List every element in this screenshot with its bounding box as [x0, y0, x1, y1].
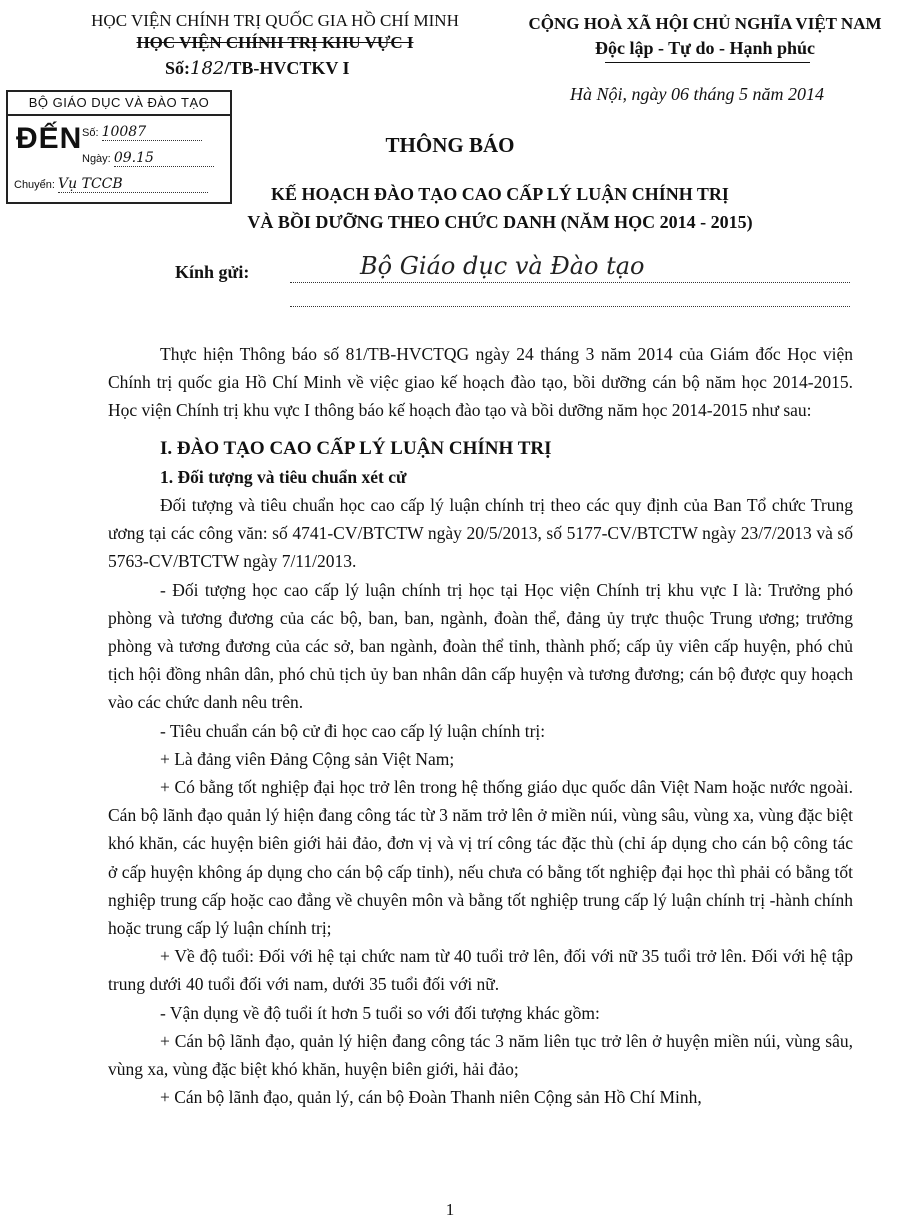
body-paragraph: + Là đảng viên Đảng Cộng sản Việt Nam;: [160, 748, 455, 769]
motto-underline: [605, 62, 810, 63]
stamp-so-row: Số: 10087: [82, 124, 202, 141]
page-number: 1: [445, 1200, 455, 1219]
stamp-chuyen-value: Vụ TCCB: [58, 176, 123, 192]
recipient-label: Kính gửi:: [175, 262, 250, 282]
subtitle-line-2: VÀ BỒI DƯỠNG THEO CHỨC DANH (NĂM HỌC 2014 - 2015): [247, 212, 753, 232]
stamp-so-value: 10087: [101, 124, 147, 140]
stamp-ngay-row: Ngày: 09.15: [82, 150, 214, 167]
issuer-block: [40, 10, 510, 54]
body-paragraph: Đối tượng và tiêu chuẩn học cao cấp lý luận chính trị theo các quy định của Ban Tổ chức Trung ương tại các công văn: số 4741-CV/BTCTW ngày 20/5/2013, số 5177-CV/BTCTW ngày 23/7/2013 và số 5763-CV/BTCTW ngày 7/11/2013.: [108, 495, 853, 572]
stamp-org: BỘ GIÁO DỤC VÀ ĐÀO TẠO: [8, 92, 230, 116]
body-paragraph: + Có bằng tốt nghiệp đại học trở lên trong hệ thống giáo dục quốc dân Việt Nam hoặc nước ngoài. Cán bộ lãnh đạo quản lý hiện đang công tác từ 3 năm trở lên ở miền núi, vùng sâu, vùng xa, vùng đặc biệt khó khăn, các huyện biên giới hải đảo, đơn vị và vị trí công tác đặc thù (chỉ áp dụng cho cán bộ công tác ở cấp huyện không áp dụng cho cán bộ cấp tỉnh), nếu chưa có bằng tốt nghiệp đại học thì phải có bằng tốt nghiệp trung cấp hoặc cao đẳng về chuyên môn và bằng tốt nghiệp trung cấp lý luận chính trị -hành chính hoặc trung cấp lý luận chính trị;: [108, 777, 853, 939]
body-paragraph: + Cán bộ lãnh đạo, quản lý hiện đang công tác 3 năm liên tục trở lên ở huyện miền núi, vùng sâu, vùng xa, vùng đặc biệt khó khăn, huyện biên giới, hải đảo;: [108, 1030, 853, 1080]
document-number: Số:182/TB-HVCTKV I: [165, 58, 350, 79]
body-paragraph: - Đối tượng học cao cấp lý luận chính trị học tại Học viện Chính trị khu vực I là: Trưởng phó phòng và tương đương của các bộ, ban, ban, ngành, đoàn thể, đảng ủy trực thuộc Trung ương; trưởng phòng và tương đương của các sở, ban ngành, đoàn thể tỉnh, thành phố; cấp ủy viên cấp huyện, phó chủ tịch hội đồng nhân dân, phó chủ tịch ủy ban nhân dân cấp huyện và tương đương; cán bộ được quy hoạch vào các chức danh nêu trên.: [108, 579, 853, 713]
date-line: Hà Nội, ngày 06 tháng 5 năm 2014: [570, 84, 824, 104]
document-subtitle: [200, 180, 800, 236]
subsection-heading: 1. Đối tượng và tiêu chuẩn xét cử: [160, 466, 407, 487]
recipient-dotted-line-2: [290, 306, 850, 307]
national-title-block: [510, 12, 900, 60]
stamp-ngay-value: 09.15: [113, 150, 154, 166]
body-paragraph: Thực hiện Thông báo số 81/TB-HVCTQG ngày 24 tháng 3 năm 2014 của Giám đốc Học viện Chính trị quốc gia Hồ Chí Minh về việc giao kế hoạch đào tạo, bồi dưỡng cán bộ năm học 2014-2015. Học viện Chính trị khu vực I thông báo kế hoạch đào tạo và bồi dưỡng năm học 2014-2015 như sau:: [108, 344, 853, 421]
section-heading: I. ĐÀO TẠO CAO CẤP LÝ LUẬN CHÍNH TRỊ: [160, 437, 552, 459]
subtitle-line-1: KẾ HOẠCH ĐÀO TẠO CAO CẤP LÝ LUẬN CHÍNH TRỊ: [271, 184, 729, 204]
body-paragraph: - Tiêu chuẩn cán bộ cử đi học cao cấp lý luận chính trị:: [160, 720, 546, 741]
recipient-handwritten: Bộ Giáo dục và Đào tạo: [360, 252, 645, 280]
body-paragraph: + Cán bộ lãnh đạo, quản lý, cán bộ Đoàn Thanh niên Cộng sản Hồ Chí Minh,: [160, 1087, 702, 1108]
body-paragraph: - Vận dụng về độ tuổi ít hơn 5 tuổi so với đối tượng khác gồm:: [160, 1002, 600, 1023]
document-body: [108, 340, 853, 1111]
stamp-chuyen-row: Chuyển: Vụ TCCB: [14, 176, 208, 193]
body-paragraph: + Về độ tuổi: Đối với hệ tại chức nam từ 40 tuổi trở lên, đối với nữ 35 tuổi trở lên. Đối với hệ tập trung dưới 40 tuổi đối với nam, dưới 35 tuổi đối với nữ.: [108, 946, 853, 995]
stamp-den: ĐẾN: [16, 122, 83, 155]
issuer-name: HỌC VIỆN CHÍNH TRỊ KHU VỰC I: [136, 33, 414, 52]
national-title: CỘNG HOÀ XÃ HỘI CHỦ NGHĨA VIỆT NAM: [528, 14, 882, 33]
issuer-parent: HỌC VIỆN CHÍNH TRỊ QUỐC GIA HỒ CHÍ MINH: [91, 11, 459, 30]
handwritten-number: 182: [190, 58, 225, 79]
document-title: THÔNG BÁO: [385, 133, 515, 157]
national-motto: Độc lập - Tự do - Hạnh phúc: [594, 38, 816, 58]
recipient-dotted-line-1: [290, 282, 850, 283]
